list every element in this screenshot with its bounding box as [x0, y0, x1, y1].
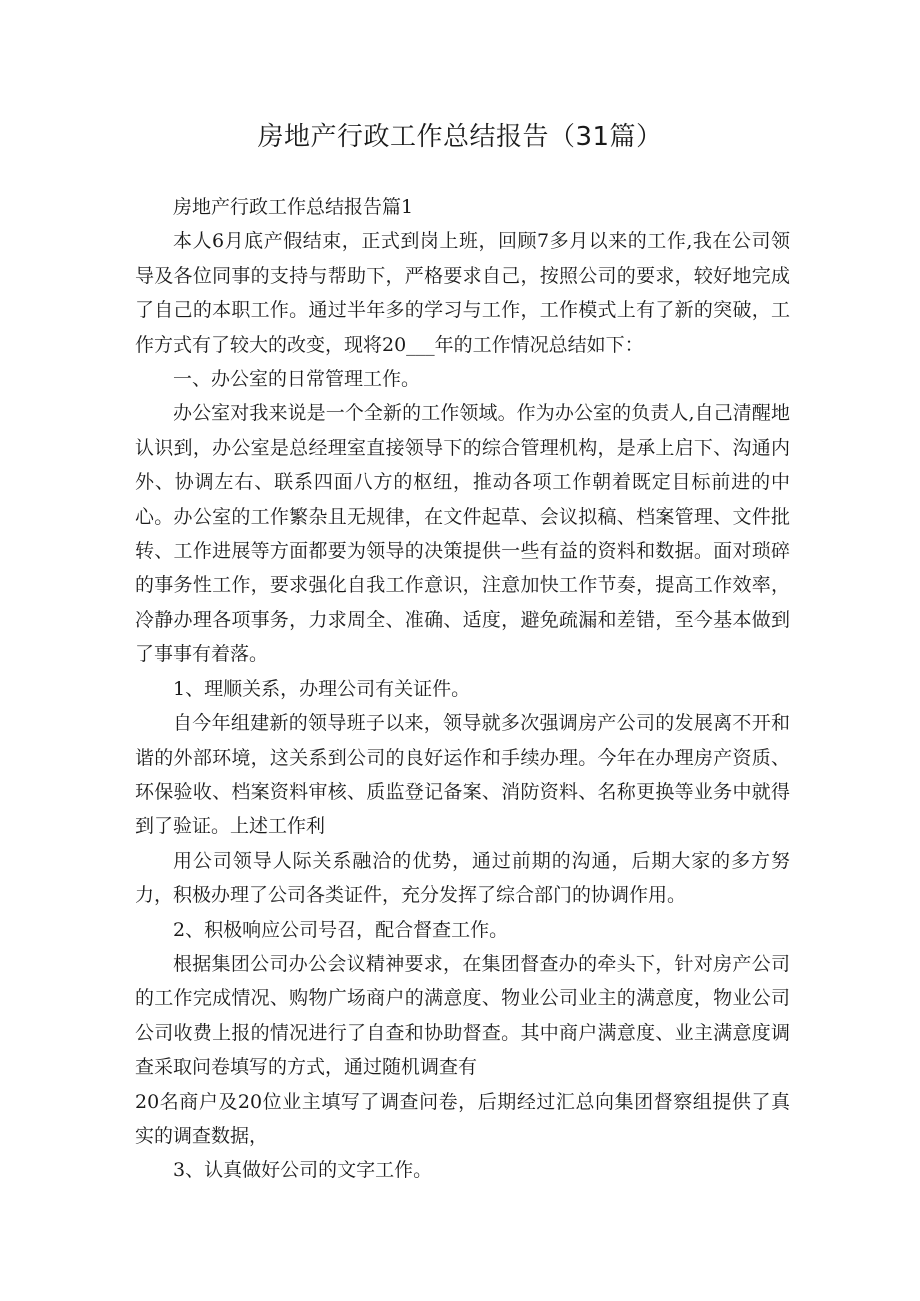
section-heading-office-management: 一、办公室的日常管理工作。: [173, 368, 421, 391]
paragraph-office-role: 办公室对我来说是一个全新的工作领域。作为办公室的负责人,自己清醒地认识到，办公室是总经理室直接领导下的综合管理机构，是承上启下、沟通内外、协调左右、联系四面八方的枢纽，推动各项工作朝着既定目标前进的中心。办公室的工作繁杂且无规律，在文件起草、会议拟稿、档案管理、文件批转、工作进展等方面都要为领导的决策提供一些有益的资料和数据。面对琐碎的事务性工作，要求强化自我工作意识，注意加快工作节奏，提高工作效率，冷静办理各项事务，力求周全、准确、适度，避免疏漏和差错，至今基本做到了事事有着落。: [135, 402, 790, 666]
paragraph-inspection: 根据集团公司办公会议精神要求，在集团督查办的牵头下，针对房产公司的工作完成情况、购物广场商户的满意度、物业公司业主的满意度，物业公司公司收费上报的情况进行了自查和协助督查。其中商户满意度、业主满意度调查采取问卷填写的方式，通过随机调查有: [135, 952, 790, 1079]
paragraph-certificates: 自今年组建新的领导班子以来，领导就多次强调房产公司的发展离不开和谐的外部环境，这关系到公司的良好运作和手续办理。今年在办理房产资质、环保验收、档案资料审核、质监登记备案、消防资料、名称更换等业务中就得到了验证。上述工作利: [135, 712, 790, 838]
paragraph-certificates-continued: 用公司领导人际关系融洽的优势，通过前期的沟通，后期大家的多方努力，积极办理了公司各类证件，充分发挥了综合部门的协调作用。: [135, 849, 790, 907]
subheading-certificates: 1、理顺关系，办理公司有关证件。: [173, 677, 471, 700]
document-body: [135, 190, 790, 1188]
document-title: 房地产行政工作总结报告（31篇）: [257, 122, 663, 152]
subheading-inspection: 2、积极响应公司号召，配合督查工作。: [173, 918, 509, 941]
section-heading-part-1: 房地产行政工作总结报告篇1: [173, 196, 414, 218]
paragraph-intro: 本人6月底产假结束，正式到岗上班，回顾7多月以来的工作,我在公司领导及各位同事的支持与帮助下，严格要求自己，按照公司的要求，较好地完成了自己的本职工作。通过半年多的学习与工作，工作模式上有了新的突破，工作方式有了较大的改变，现将20___年的工作情况总结如下：: [135, 230, 790, 356]
subheading-writing-work: 3、认真做好公司的文字工作。: [173, 1159, 433, 1182]
paragraph-inspection-continued: 20名商户及20位业主填写了调查问卷，后期经过汇总向集团督察组提供了真实的调查数据，: [135, 1090, 790, 1147]
